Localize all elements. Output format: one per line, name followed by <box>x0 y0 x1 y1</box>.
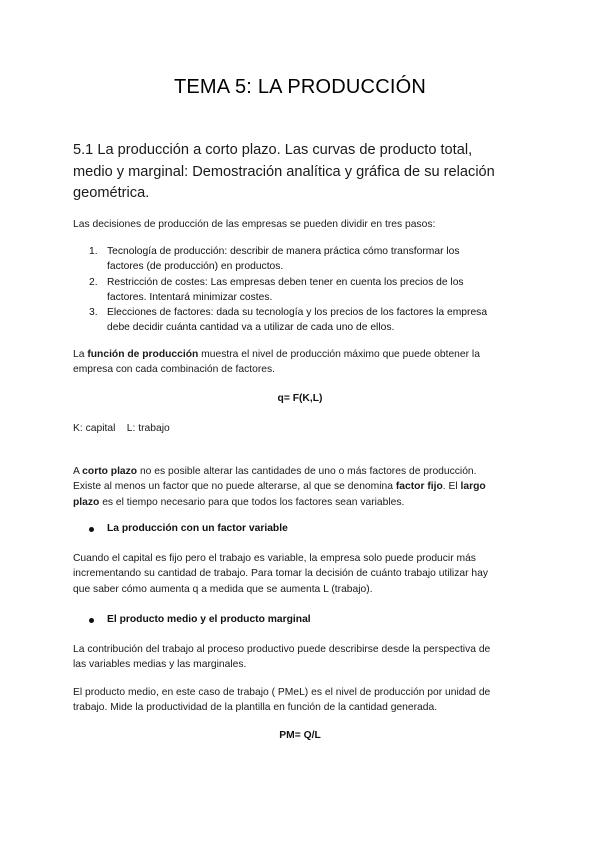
text-run: es el tiempo necesario para que todos los factores sean variables. <box>99 496 405 508</box>
average-product-formula: PM= Q/L <box>279 730 321 741</box>
list-item-line: debe decidir cuánta cantidad va a utilizar de cada uno de ellos. <box>107 322 395 334</box>
bullet-heading <box>89 614 311 625</box>
paragraph-line <box>73 495 533 510</box>
intro-paragraph: Las decisiones de producción de las empresas se pueden dividir en tres pasos: <box>73 219 436 230</box>
bullet-icon <box>89 527 94 532</box>
text-run: Existe al menos un factor que no puede alterarse, al que se denomina <box>73 481 396 493</box>
paragraph-line <box>73 479 533 494</box>
text-run: La <box>73 349 88 360</box>
paragraph-line: El producto medio, en este caso de trabajo ( PMeL) es el nivel de producción por unidad de <box>73 687 491 698</box>
paragraph-line <box>73 347 533 362</box>
section-heading-line: geométrica. <box>73 185 150 201</box>
section-heading <box>73 140 543 205</box>
bullet-icon <box>89 618 94 623</box>
section-heading-line: 5.1 La producción a corto plazo. Las curvas de producto total, <box>73 142 473 158</box>
paragraph-line: Cuando el capital es fijo pero el trabajo es variable, la empresa solo puede producir más <box>73 553 476 564</box>
bold-term: función de producción <box>87 349 199 360</box>
contribution-paragraph <box>73 642 533 673</box>
list-number: 3. <box>89 307 98 319</box>
bullet-heading-text: El producto medio y el producto marginal <box>107 614 311 625</box>
average-product-paragraph <box>73 685 533 716</box>
page-title: TEMA 5: LA PRODUCCIÓN <box>173 76 427 98</box>
bold-term: largo <box>460 481 486 493</box>
paragraph-line: La contribución del trabajo al proceso productivo puede describirse desde la perspectiva de <box>73 644 491 655</box>
list-number: 1. <box>89 246 98 257</box>
list-item <box>73 275 533 306</box>
production-formula: q= F(K,L) <box>277 393 323 404</box>
bold-term: plazo <box>73 496 100 508</box>
paragraph-line: empresa con cada combinación de factores. <box>73 364 276 376</box>
bold-term: factor fijo <box>395 481 443 493</box>
production-function-paragraph <box>73 347 533 378</box>
variable-factor-paragraph <box>73 551 533 597</box>
text-run: no es posible alterar las cantidades de uno o más factores de producción. <box>137 466 477 477</box>
short-run-paragraph <box>73 464 533 510</box>
steps-list <box>73 244 533 336</box>
paragraph-line: trabajo. Mide la productividad de la plantilla en función de la cantidad generada. <box>73 702 438 714</box>
paragraph-line: incrementando su cantidad de trabajo. Para tomar la decisión de cuánto trabajo utilizar hay <box>73 568 488 580</box>
list-item-line: Restricción de costes: Las empresas deben tener en cuenta los precios de los <box>107 276 464 288</box>
list-item-line: Tecnología de producción: describir de manera práctica cómo transformar los <box>107 246 460 257</box>
paragraph-line <box>73 464 533 479</box>
text-run: A <box>73 466 83 477</box>
bullet-heading <box>89 523 288 534</box>
variables-legend: K: capital L: trabajo <box>73 423 170 434</box>
list-number: 2. <box>89 276 98 288</box>
list-item <box>73 244 533 275</box>
section-heading-line: medio y marginal: Demostración analítica y gráfica de su relación <box>73 163 495 180</box>
list-item-line: factores. Intentará minimizar costes. <box>107 291 273 303</box>
text-run: . El <box>442 481 461 493</box>
list-item-line: Elecciones de factores: dada su tecnología y los precios de los factores la empresa <box>107 307 488 319</box>
list-item-line: factores (de producción) en productos. <box>107 261 284 273</box>
paragraph-line: las variables medias y las marginales. <box>73 659 247 671</box>
bullet-heading-text: La producción con un factor variable <box>107 523 288 534</box>
bold-term: corto plazo <box>82 466 138 477</box>
paragraph-line: que saber cómo aumenta q a medida que se aumenta L (trabajo). <box>73 583 373 595</box>
list-item <box>73 305 533 336</box>
text-run: muestra el nivel de producción máximo que puede obtener la <box>198 349 480 360</box>
